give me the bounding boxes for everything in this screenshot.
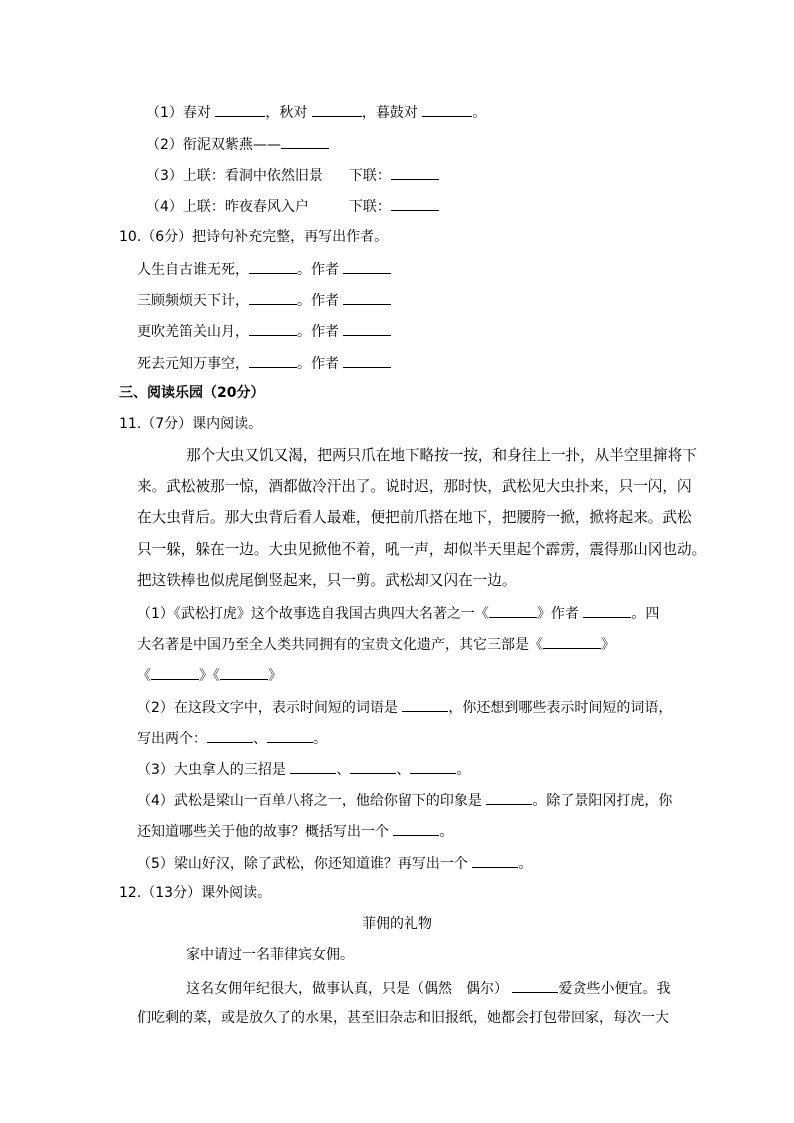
q10-line-2: 三顾频烦天下计， 。作者 (137, 289, 391, 311)
blank[interactable] (343, 320, 391, 336)
blank[interactable] (267, 727, 313, 743)
blank[interactable] (249, 258, 297, 274)
q12-paragraph-2-line2: 们吃剩的菜，或是放久了的水果，甚至旧杂志和旧报纸，她都会打包带回家，每次一大 (137, 1010, 669, 1026)
q10-stem: 10.（6分）把诗句补充完整，再写出作者。 (119, 229, 389, 245)
q12-paragraph-2: 这名女佣年纪很大，做事认真，只是（偶然 偶尔） 爱贪些小便宜。我 (186, 977, 670, 999)
q11-sub4-line2: 还知道哪些关于他的故事？概括写出一个 。 (137, 820, 453, 842)
blank[interactable] (583, 602, 631, 618)
q11-sub2-line2: 写出两个： 、 。 (137, 727, 327, 749)
q11-stem: 11.（7分）课内阅读。 (119, 416, 263, 432)
q11-sub3: （3）大虫拿人的三招是 、 、 。 (137, 758, 470, 780)
q9-item-1-text: （1）春对 (146, 105, 211, 121)
blank[interactable] (343, 258, 391, 274)
blank[interactable] (402, 696, 448, 712)
blank[interactable] (312, 101, 362, 117)
blank[interactable] (543, 633, 601, 649)
q12-stem: 12.（13分）课外阅读。 (119, 885, 272, 901)
q10-line-3: 更吹羌笛关山月， 。作者 (137, 320, 391, 342)
blank[interactable] (512, 977, 558, 993)
blank[interactable] (393, 820, 439, 836)
q11-sub1: （1）《武松打虎》这个故事选自我国古典四大名著之一《 》作者 。四 (137, 602, 659, 624)
q11-sub1-line3: 《 》《 》 (137, 664, 282, 686)
blank[interactable] (410, 758, 456, 774)
q11-passage-line-5: 把这铁棒也似虎尾倒竖起来，只一剪。武松却又闪在一边。 (137, 572, 517, 589)
blank[interactable] (350, 758, 396, 774)
q11-passage-line-1: 那个大虫又饥又渴，把两只爪在地下略按一按，和身往上一扑，从半空里撺将下 (186, 447, 697, 464)
q11-sub4: （4）武松是梁山一百单八将之一，他给你留下的印象是 。除了景阳冈打虎，你 (137, 789, 672, 811)
blank[interactable] (207, 727, 253, 743)
q9-item-1: （1）春对 ，秋对 ，暮鼓对 。 (146, 101, 486, 123)
q12-passage-title: 菲佣的礼物 (362, 916, 432, 932)
q11-passage-line-4: 只一躲，躲在一边。大虫见掀他不着，吼一声，却似半天里起个霹雳，震得那山冈也动。 (137, 541, 707, 558)
q11-passage-line-3: 在大虫背后。那大虫背后看人最难，便把前爪搭在地下，把腰胯一掀，掀将起来。武松 (137, 509, 692, 526)
blank[interactable] (249, 289, 297, 305)
q12-paragraph-1: 家中请过一名菲律宾女佣。 (186, 947, 354, 963)
blank[interactable] (215, 101, 265, 117)
q10-line-4: 死去元知万事空， 。作者 (137, 352, 391, 374)
blank[interactable] (422, 101, 472, 117)
q11-sub1-line2: 大名著是中国乃至全人类共同拥有的宝贵文化遗产，其它三部是《 》 (137, 633, 615, 655)
q9-item-4: （4）上联：昨夜春风入户 下联： (146, 195, 439, 217)
q11-sub5: （5）梁山好汉，除了武松，你还知道谁？再写出一个 。 (137, 852, 532, 874)
blank[interactable] (343, 289, 391, 305)
blank[interactable] (486, 789, 532, 805)
blank[interactable] (472, 852, 518, 868)
blank[interactable] (290, 758, 336, 774)
blank[interactable] (391, 195, 439, 211)
q10-line-1: 人生自古谁无死， 。作者 (137, 258, 391, 280)
blank[interactable] (489, 602, 537, 618)
blank[interactable] (220, 664, 268, 680)
blank[interactable] (343, 352, 391, 368)
q11-passage-line-2: 来。武松被那一惊，酒都做冷汗出了。说时迟，那时快，武松见大虫扑来，只一闪，闪 (137, 478, 692, 495)
blank[interactable] (151, 664, 199, 680)
q9-item-2: （2）衔泥双紫燕—— (146, 133, 329, 155)
blank[interactable] (249, 320, 297, 336)
q11-sub2: （2）在这段文字中，表示时间短的词语是 ，你还想到哪些表示时间短的词语， (137, 696, 672, 718)
q9-item-3: （3）上联：看洞中依然旧景 下联： (146, 164, 439, 186)
blank[interactable] (391, 164, 439, 180)
blank[interactable] (281, 133, 329, 149)
blank[interactable] (249, 352, 297, 368)
section-heading: 三、阅读乐园（20分） (119, 385, 265, 401)
